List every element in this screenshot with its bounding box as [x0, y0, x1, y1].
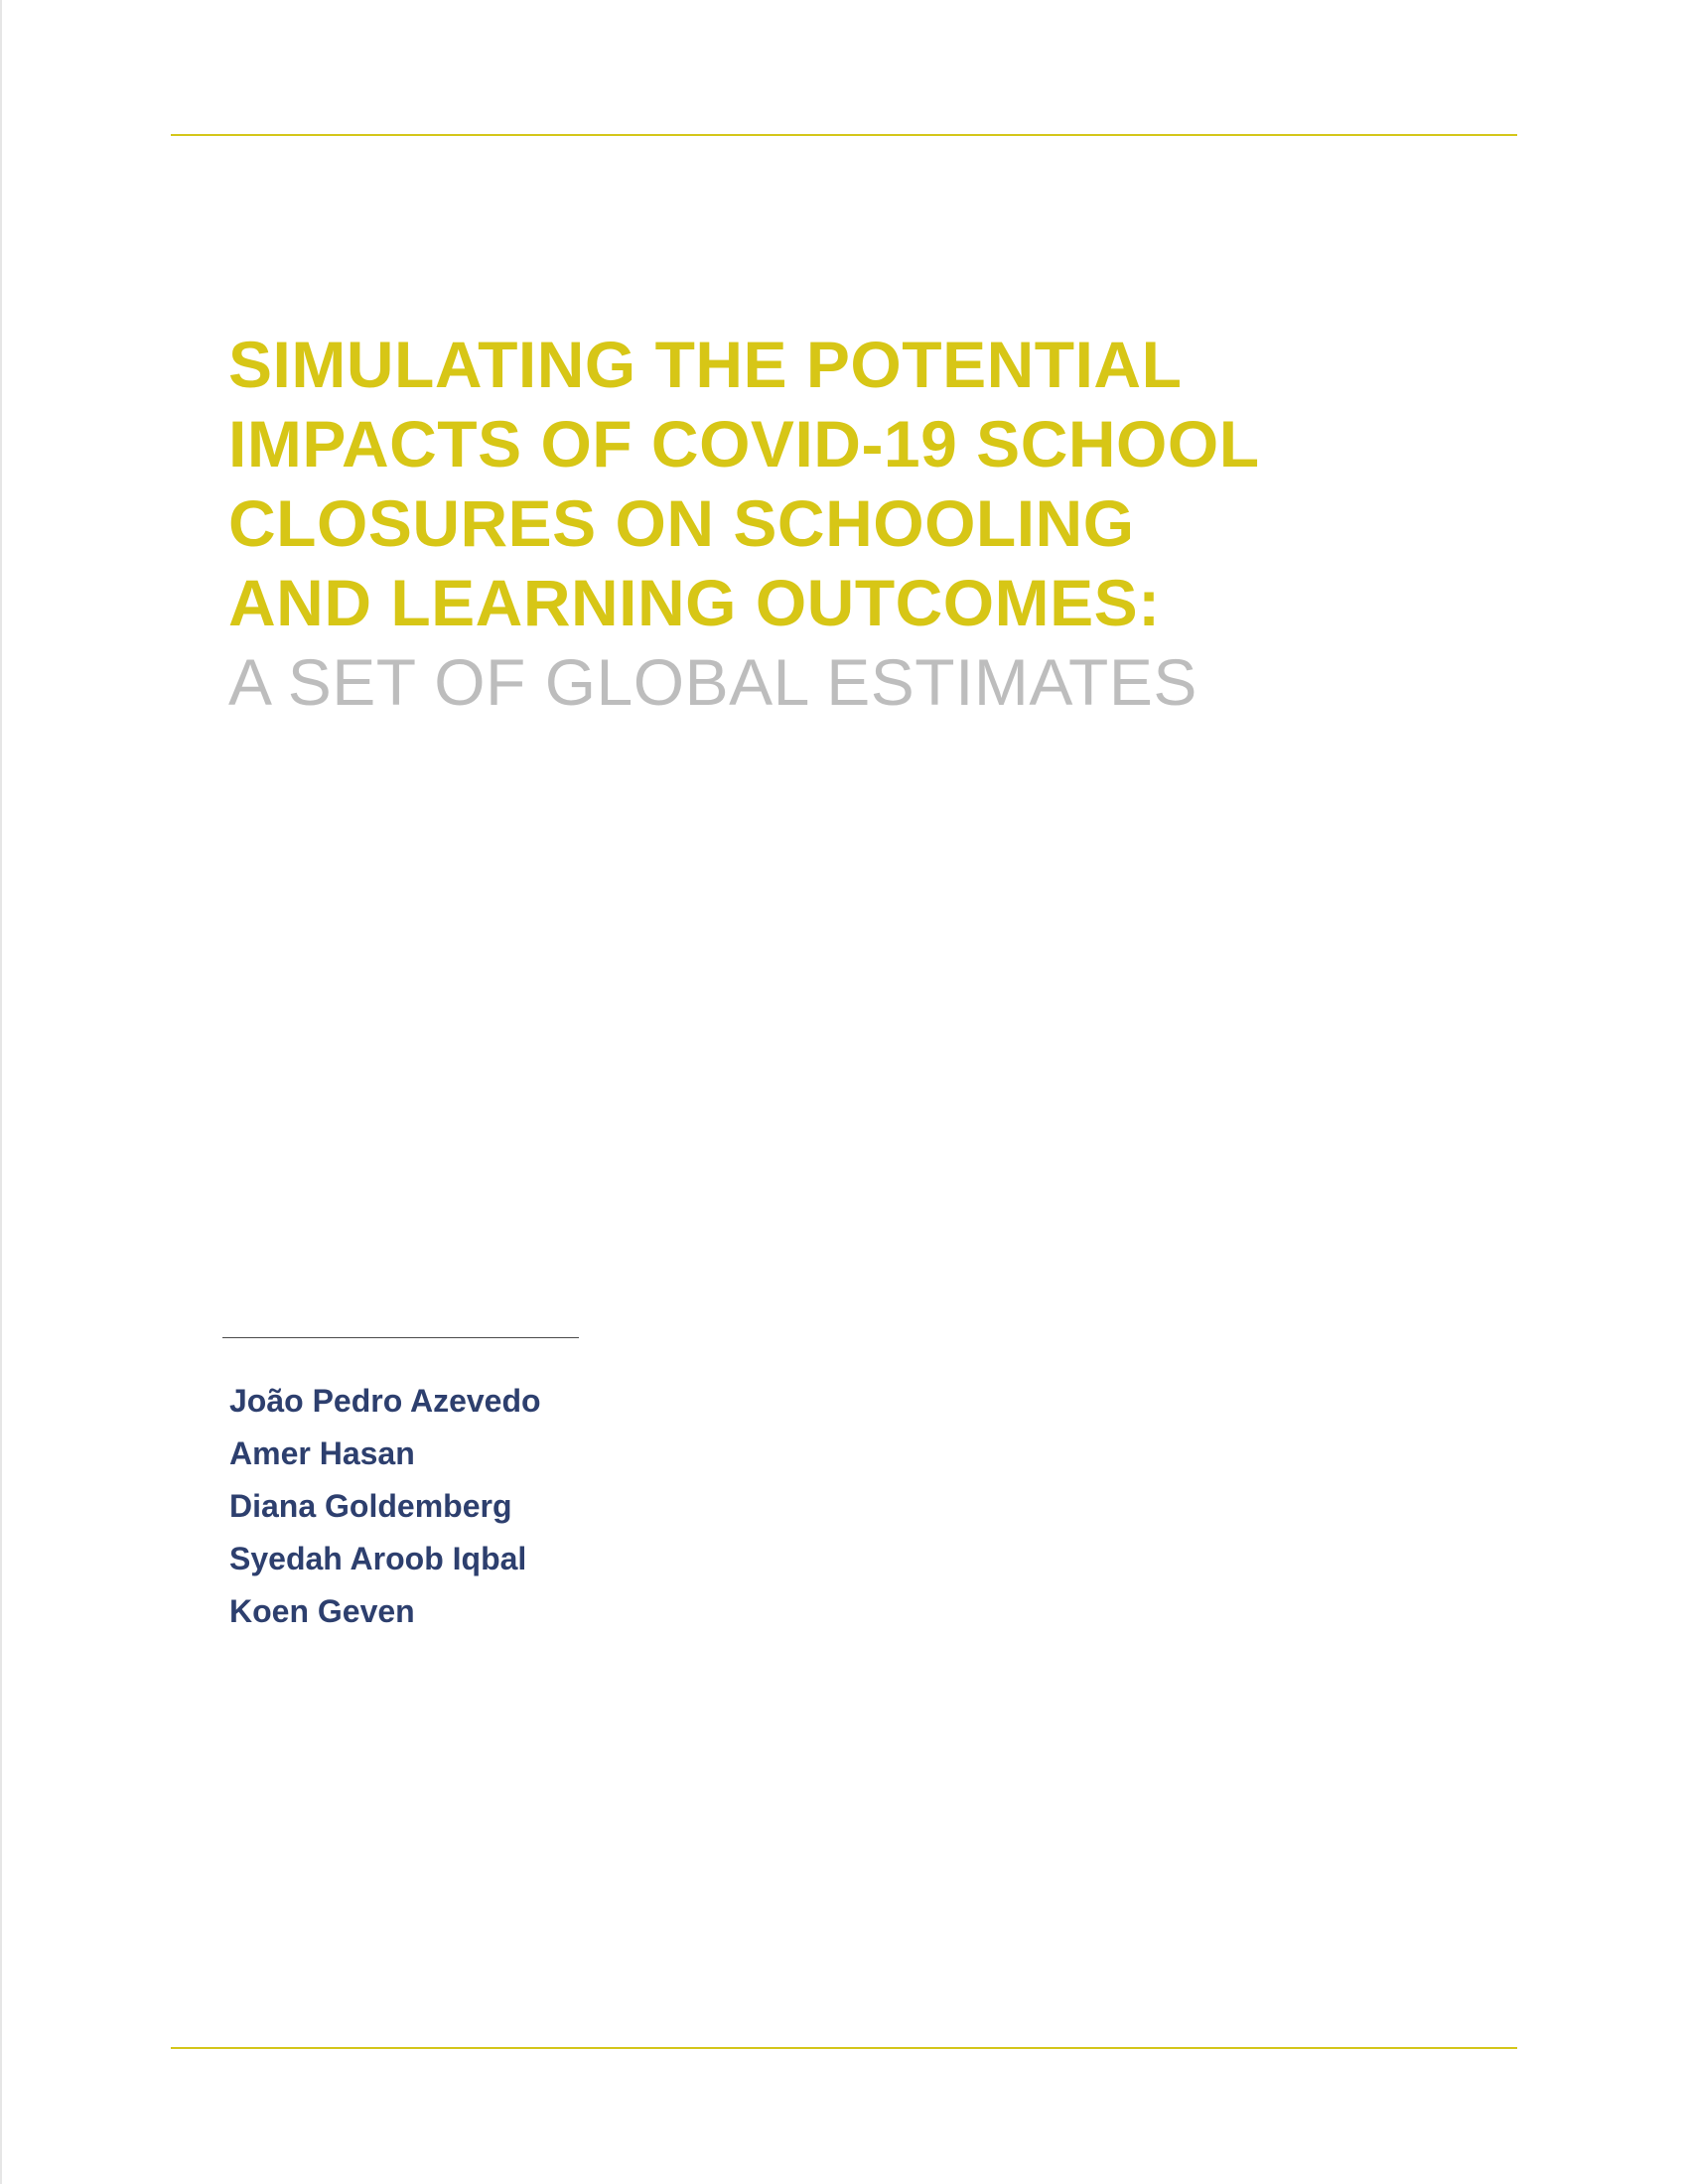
- author-name: Syedah Aroob Iqbal: [229, 1541, 527, 1576]
- cover-subtitle: A SET OF GLOBAL ESTIMATES: [228, 645, 1197, 719]
- title-line-3: CLOSURES ON SCHOOLING: [228, 486, 1135, 560]
- author-name: Amer Hasan: [229, 1435, 415, 1471]
- title-line-2: IMPACTS OF COVID-19 SCHOOL: [228, 407, 1260, 480]
- title-line-1: SIMULATING THE POTENTIAL: [228, 328, 1183, 401]
- title-line-4: AND LEARNING OUTCOMES:: [228, 566, 1161, 639]
- author-name: Diana Goldemberg: [229, 1488, 512, 1524]
- page-edge: [0, 0, 2, 2184]
- author-list: [229, 1375, 541, 1638]
- top-divider: [171, 134, 1517, 136]
- bottom-divider: [171, 2047, 1517, 2049]
- author-name: Koen Geven: [229, 1593, 415, 1629]
- authors-divider: [222, 1337, 579, 1338]
- author-name: João Pedro Azevedo: [229, 1383, 541, 1419]
- cover-title-block: [228, 325, 1470, 722]
